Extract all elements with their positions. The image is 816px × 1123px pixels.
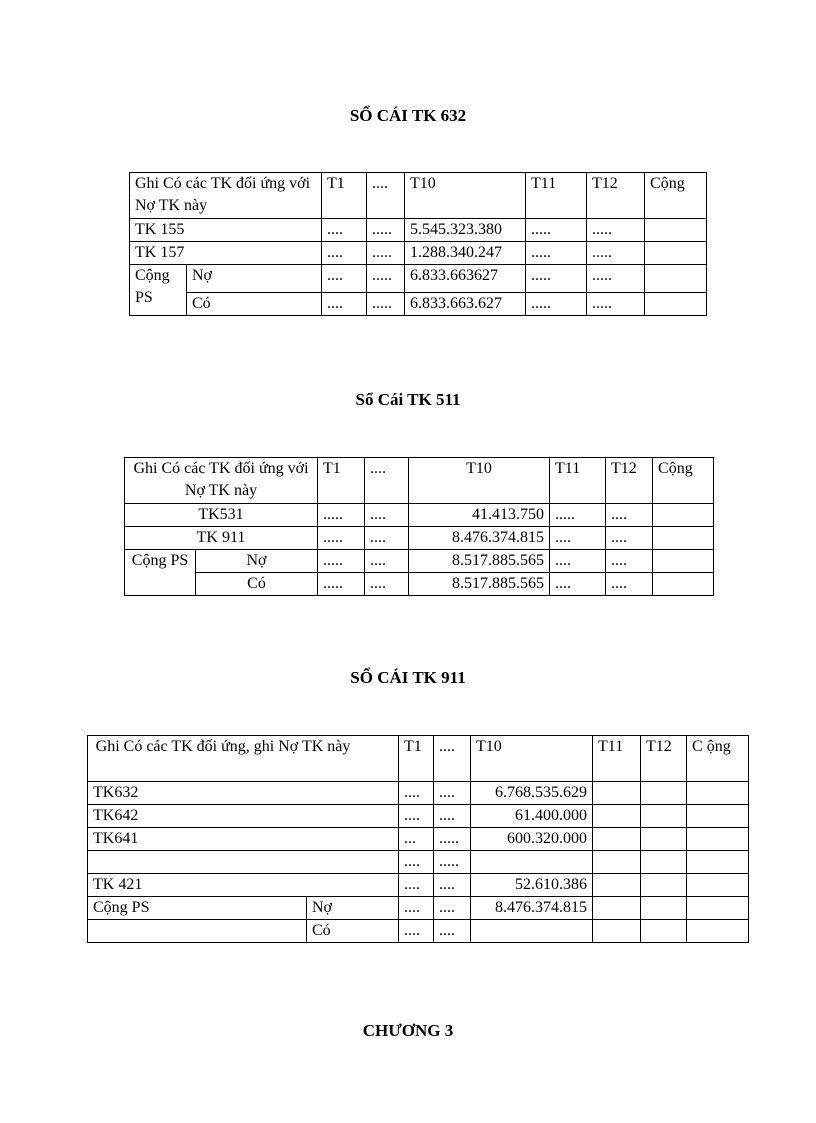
cell-t12: ..... <box>587 219 645 242</box>
sum-label: Cộng PS <box>125 550 196 596</box>
sum-credit-row <box>130 293 707 316</box>
cell-t12: .... <box>606 504 653 527</box>
row-label <box>88 851 399 874</box>
header-t11: T11 <box>593 736 641 782</box>
ledger-511-title: Sổ Cái TK 511 <box>355 390 461 409</box>
cell-t12 <box>641 897 687 920</box>
table-row <box>130 242 707 265</box>
cell-t11 <box>593 897 641 920</box>
cell-total <box>653 504 714 527</box>
cell-t10: 8.476.374.815 <box>409 527 550 550</box>
cell-t11: ..... <box>550 504 606 527</box>
cell-dots: ..... <box>434 851 471 874</box>
cell-total <box>645 242 707 265</box>
cell-t10: 41.413.750 <box>409 504 550 527</box>
cell-t1: .... <box>322 219 367 242</box>
cell-t12: .... <box>606 573 653 596</box>
sum-debit-row <box>88 897 749 920</box>
cell-total <box>687 874 749 897</box>
table-row <box>125 527 714 550</box>
table-row <box>88 874 749 897</box>
ledger-511-table <box>124 457 714 596</box>
cell-t11: .... <box>550 550 606 573</box>
cell-t10: 6.833.663627 <box>405 265 526 293</box>
cell-dots: .... <box>365 550 409 573</box>
cell-total <box>687 828 749 851</box>
header-t1: T1 <box>399 736 434 782</box>
cell-dots: .... <box>365 573 409 596</box>
cell-t1: .... <box>399 805 434 828</box>
sum-label: Cộng PS <box>130 265 187 316</box>
header-t12: T12 <box>641 736 687 782</box>
cell-total <box>687 782 749 805</box>
cell-t10: 1.288.340.247 <box>405 242 526 265</box>
header-desc: Ghi Có các TK đối ứng với Nợ TK này <box>125 458 318 504</box>
header-desc-text: Ghi Có các TK đối ứng, ghi Nợ TK này <box>95 738 351 755</box>
cell-dots: ..... <box>367 219 405 242</box>
row-label: TK 157 <box>130 242 322 265</box>
cell-t10: 61.400.000 <box>471 805 593 828</box>
cell-t11 <box>593 874 641 897</box>
cell-t10: 52.610.386 <box>471 874 593 897</box>
table-row <box>88 782 749 805</box>
cell-t10: 8.517.885.565 <box>409 573 550 596</box>
cell-t1: ..... <box>318 573 365 596</box>
cell-dots: ..... <box>367 293 405 316</box>
cell-t11: .... <box>550 573 606 596</box>
cell-dots: .... <box>365 527 409 550</box>
table-header-row <box>130 173 707 219</box>
cell-total <box>645 265 707 293</box>
cell-dots: ..... <box>434 828 471 851</box>
cell-t12: .... <box>606 527 653 550</box>
chapter-title: CHƯƠNG 3 <box>362 1021 454 1040</box>
sum-debit-row <box>130 265 707 293</box>
cell-t11: ..... <box>526 293 587 316</box>
table-row <box>88 851 749 874</box>
sum-credit-row <box>88 920 749 943</box>
cell-t11 <box>593 851 641 874</box>
header-t11: T11 <box>550 458 606 504</box>
row-label: TK531 <box>125 504 318 527</box>
table-row <box>88 805 749 828</box>
cell-t10: 8.517.885.565 <box>409 550 550 573</box>
cell-total <box>687 805 749 828</box>
cell-t12: ..... <box>587 242 645 265</box>
cell-t12 <box>641 828 687 851</box>
sum-label: Cộng PS <box>88 897 307 920</box>
header-desc <box>88 736 399 782</box>
header-desc: Ghi Có các TK đối ứng với Nợ TK này <box>130 173 322 219</box>
cell-t1: ..... <box>318 550 365 573</box>
cell-t1: ..... <box>318 504 365 527</box>
cell-t1: .... <box>322 242 367 265</box>
header-t12: T12 <box>587 173 645 219</box>
cell-dots: .... <box>365 504 409 527</box>
row-label: TK632 <box>88 782 399 805</box>
ledger-632-title: SỔ CÁI TK 632 <box>349 106 467 125</box>
cell-t11 <box>593 805 641 828</box>
cell-total <box>653 527 714 550</box>
cell-t10: 8.476.374.815 <box>471 897 593 920</box>
cell-t1: .... <box>399 851 434 874</box>
cell-t12 <box>641 920 687 943</box>
cell-t10: 6.833.663.627 <box>405 293 526 316</box>
sum-credit-row <box>125 573 714 596</box>
cell-t1: .... <box>399 874 434 897</box>
ledger-911-table <box>87 735 749 943</box>
header-t11: T11 <box>526 173 587 219</box>
header-t10: T10 <box>471 736 593 782</box>
cell-t1: .... <box>322 293 367 316</box>
debit-label: Nợ <box>196 550 318 573</box>
cell-t11: ..... <box>526 242 587 265</box>
cell-t11: ..... <box>526 265 587 293</box>
cell-t12: ..... <box>587 265 645 293</box>
cell-total <box>687 897 749 920</box>
header-total: Cộng <box>653 458 714 504</box>
table-header-row <box>88 736 749 782</box>
debit-label: Nợ <box>187 265 322 293</box>
header-t10: T10 <box>409 458 550 504</box>
row-label: TK641 <box>88 828 399 851</box>
table-row <box>125 504 714 527</box>
cell-t12: .... <box>606 550 653 573</box>
cell-dots: ..... <box>367 265 405 293</box>
cell-dots: .... <box>434 874 471 897</box>
cell-t10 <box>471 851 593 874</box>
cell-dots: .... <box>434 920 471 943</box>
cell-t11: .... <box>550 527 606 550</box>
cell-t1: .... <box>399 897 434 920</box>
sum-debit-row <box>125 550 714 573</box>
row-label: TK 421 <box>88 874 399 897</box>
header-total: Cộng <box>645 173 707 219</box>
table-row <box>130 219 707 242</box>
cell-t12 <box>641 874 687 897</box>
header-t10: T10 <box>405 173 526 219</box>
cell-t1: ..... <box>318 527 365 550</box>
cell-total <box>653 573 714 596</box>
header-dots: .... <box>365 458 409 504</box>
cell-dots: .... <box>434 897 471 920</box>
ledger-632-table <box>129 172 707 316</box>
cell-dots: .... <box>434 782 471 805</box>
cell-t1: .... <box>399 920 434 943</box>
row-label: TK642 <box>88 805 399 828</box>
cell-total <box>687 851 749 874</box>
header-dots: .... <box>434 736 471 782</box>
ledger-911-title: SỔ CÁI TK 911 <box>350 668 466 687</box>
sum-label-empty <box>88 920 307 943</box>
cell-t11 <box>593 828 641 851</box>
header-dots: .... <box>367 173 405 219</box>
cell-t12 <box>641 782 687 805</box>
cell-t1: .... <box>322 265 367 293</box>
cell-t12 <box>641 851 687 874</box>
cell-t11 <box>593 782 641 805</box>
cell-dots: ..... <box>367 242 405 265</box>
cell-t10: 5.545.323.380 <box>405 219 526 242</box>
row-label: TK 155 <box>130 219 322 242</box>
cell-total <box>645 219 707 242</box>
cell-total <box>653 550 714 573</box>
cell-t11: ..... <box>526 219 587 242</box>
cell-t10 <box>471 920 593 943</box>
cell-t10: 6.768.535.629 <box>471 782 593 805</box>
cell-t1: ... <box>399 828 434 851</box>
cell-t10: 600.320.000 <box>471 828 593 851</box>
table-header-row <box>125 458 714 504</box>
cell-t12 <box>641 805 687 828</box>
header-t12: T12 <box>606 458 653 504</box>
debit-label: Nợ <box>307 897 399 920</box>
credit-label: Có <box>187 293 322 316</box>
cell-t1: .... <box>399 782 434 805</box>
header-t1: T1 <box>322 173 367 219</box>
header-total: C ộng <box>687 736 749 782</box>
cell-total <box>645 293 707 316</box>
credit-label: Có <box>196 573 318 596</box>
cell-t11 <box>593 920 641 943</box>
credit-label: Có <box>307 920 399 943</box>
cell-t12: ..... <box>587 293 645 316</box>
header-t1: T1 <box>318 458 365 504</box>
cell-dots: .... <box>434 805 471 828</box>
row-label: TK 911 <box>125 527 318 550</box>
table-row <box>88 828 749 851</box>
cell-total <box>687 920 749 943</box>
